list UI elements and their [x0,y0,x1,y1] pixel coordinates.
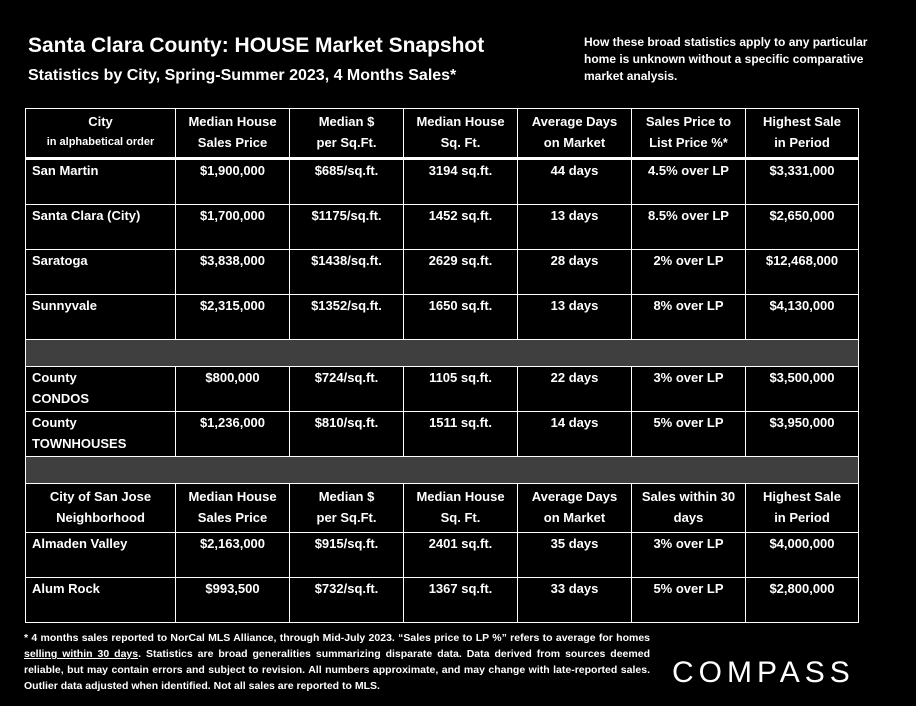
city-name: San Martin [26,159,176,205]
table-cell: $800,000 [176,367,290,412]
column-header-line: on Market [543,510,606,525]
column-header-line: per Sq.Ft. [316,135,377,150]
divider-cell [26,457,859,484]
column-header-line: Sales Price to [645,114,732,129]
table-cell: 4.5% over LP [632,159,746,205]
market-snapshot-table [25,108,859,623]
column-header [290,484,404,533]
page-subtitle: Statistics by City, Spring-Summer 2023, 4 Months Sales* [28,67,457,84]
table-cell: $4,000,000 [746,533,859,578]
table-cell: $993,500 [176,578,290,623]
table-cell: $2,315,000 [176,295,290,340]
column-header-line: Median House [188,489,277,504]
column-header [632,484,746,533]
table-cell: $1352/sq.ft. [290,295,404,340]
table-cell: $1,900,000 [176,159,290,205]
column-header-line: List Price %* [649,135,728,150]
column-header-line: Median House [416,114,505,129]
table-cell: 1367 sq.ft. [404,578,518,623]
table-cell: $1,700,000 [176,205,290,250]
table-cell: $915/sq.ft. [290,533,404,578]
column-header-line: Median $ [318,114,375,129]
table-row [26,578,859,623]
column-header-line: Sales within 30 [641,489,736,504]
column-header [632,109,746,159]
table-cell: $1,236,000 [176,412,290,457]
table-cell: 3% over LP [632,367,746,412]
table-cell: 1511 sq.ft. [404,412,518,457]
column-header-line: Median House [188,114,277,129]
column-header-line: Sq. Ft. [440,510,481,525]
column-header-line: Average Days [531,114,618,129]
table-cell: $2,163,000 [176,533,290,578]
table-cell: 1452 sq.ft. [404,205,518,250]
table-cell: 13 days [518,295,632,340]
table-cell: 28 days [518,250,632,295]
table-cell: $2,800,000 [746,578,859,623]
neighborhood-name: Alum Rock [26,578,176,623]
column-header-line: Average Days [531,489,618,504]
table-row [26,295,859,340]
city-column-header [26,109,176,159]
county-line: County [32,370,77,385]
table-cell: 5% over LP [632,412,746,457]
table-cell: 14 days [518,412,632,457]
table-cell: 33 days [518,578,632,623]
column-header-line: Highest Sale [762,489,842,504]
column-header-line: Highest Sale [762,114,842,129]
column-header-line: per Sq.Ft. [316,510,377,525]
column-header [746,484,859,533]
table-cell: $685/sq.ft. [290,159,404,205]
county-line: County [32,415,77,430]
title-block [28,34,484,85]
table-cell: 8.5% over LP [632,205,746,250]
city-name: Saratoga [26,250,176,295]
table-header-row [26,109,859,159]
table-cell: 2% over LP [632,250,746,295]
table-row [26,205,859,250]
column-header [404,484,518,533]
table-cell: $1175/sq.ft. [290,205,404,250]
footnote-text: . Statistics are broad generalities summarizing disparate data. Data derived from sources deemed reliable, but may contain errors and subject to revision. All numbers approximate, and may change with late-reported sales. Outlier data adjusted when identified. Not all sales are reported to MLS. [24,648,650,692]
table-cell: $1438/sq.ft. [290,250,404,295]
city-name: Sunnyvale [26,295,176,340]
section-divider [26,340,859,367]
footnote-underlined: selling within 30 days [24,648,139,660]
column-header [176,484,290,533]
table-cell: 2401 sq.ft. [404,533,518,578]
table-cell: $2,650,000 [746,205,859,250]
county-label [26,367,176,412]
column-header [518,484,632,533]
table-cell: $12,468,000 [746,250,859,295]
table-cell: 3% over LP [632,533,746,578]
column-header [290,109,404,159]
city-header-label: City [88,114,113,129]
column-header-line: Sq. Ft. [440,135,481,150]
column-header-line: Sales Price [197,135,268,150]
table-row [26,533,859,578]
disclaimer-text: How these broad statistics apply to any particular home is unknown without a specific comparative market analysis. [584,35,868,83]
table-row [26,412,859,457]
city-name: Santa Clara (City) [26,205,176,250]
column-header [176,109,290,159]
table-cell: 22 days [518,367,632,412]
table-cell: 44 days [518,159,632,205]
divider-cell [26,340,859,367]
table-cell: $724/sq.ft. [290,367,404,412]
table-row [26,367,859,412]
table-cell: 35 days [518,533,632,578]
column-header-line: days [673,510,704,525]
column-header-line: in Period [774,510,830,525]
column-header-line: Median $ [318,489,375,504]
footnote-text: * 4 months sales reported to NorCal MLS Alliance, through Mid-July 2023. “Sales price to LP %” refers to average for homes [24,632,650,644]
neighborhood-column-header [26,484,176,533]
table-cell: $810/sq.ft. [290,412,404,457]
table-cell: 2629 sq.ft. [404,250,518,295]
table-cell: 1650 sq.ft. [404,295,518,340]
county-label [26,412,176,457]
footnote [24,630,650,694]
city-header-sublabel: in alphabetical order [46,136,155,148]
column-header [518,109,632,159]
table-row [26,250,859,295]
county-type: TOWNHOUSES [32,436,127,451]
table-cell: 5% over LP [632,578,746,623]
table-cell: $3,331,000 [746,159,859,205]
table-cell: $732/sq.ft. [290,578,404,623]
table-cell: $4,130,000 [746,295,859,340]
column-header-line: on Market [543,135,606,150]
table-cell: 8% over LP [632,295,746,340]
page-title: Santa Clara County: HOUSE Market Snapshot [28,34,485,57]
table-cell: $3,838,000 [176,250,290,295]
column-header [404,109,518,159]
column-header-line: Neighborhood [56,510,145,525]
neighborhood-name: Almaden Valley [26,533,176,578]
table-header-row [26,484,859,533]
column-header-line: Median House [416,489,505,504]
table-cell: 3194 sq.ft. [404,159,518,205]
table-cell: 1105 sq.ft. [404,367,518,412]
column-header-line: in Period [774,135,830,150]
compass-logo: COMPASS [672,656,855,689]
section-divider [26,457,859,484]
table-cell: 13 days [518,205,632,250]
column-header-line: Sales Price [197,510,268,525]
table-row [26,159,859,205]
table-cell: $3,500,000 [746,367,859,412]
table-cell: $3,950,000 [746,412,859,457]
column-header [746,109,859,159]
column-header-line: City of San Jose [49,489,152,504]
county-type: CONDOS [32,391,90,406]
